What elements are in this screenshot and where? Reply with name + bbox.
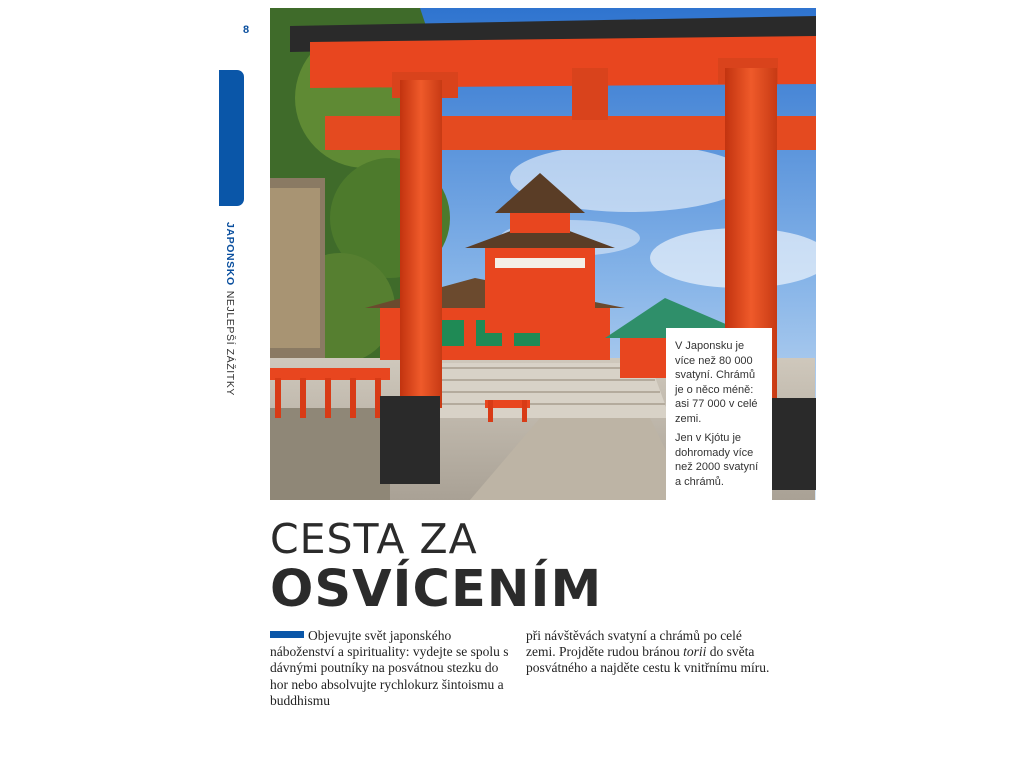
- running-header-section: NEJLEPŠÍ ZÁŽITKY: [224, 290, 236, 397]
- intro-column-1: [270, 628, 516, 709]
- section-tab: [219, 70, 244, 206]
- intro-column-2: [526, 628, 772, 677]
- headline-line-2: OSVÍCENÍM: [270, 560, 603, 619]
- intro-text-2a: při návštěvách svatyní a chrámů po celé zemi. Projděte rudou bránou: [526, 628, 742, 660]
- callout-paragraph-2: Jen v Kjótu je dohromady více než 2000 svatyní a chrámů.: [675, 432, 759, 488]
- running-header-country: JAPONSKO: [224, 222, 236, 286]
- running-header: [224, 222, 236, 396]
- page-number: 8: [243, 24, 250, 36]
- intro-text-1: Objevujte svět japonského náboženství a spirituality: vydejte se spolu s dávnými poutníky na posvátnou stezku do hor nebo absolvujte rychlokurz šintoismu a buddhismu: [270, 628, 509, 708]
- intro-text-torii: torii: [683, 644, 707, 660]
- fact-callout: [666, 328, 772, 500]
- callout-paragraph-1: V Japonsku je více než 80 000 svatyní. Chrámů je o něco méně: asi 77 000 v celé zemi.: [675, 340, 758, 425]
- intro-marker: [270, 631, 304, 638]
- intro-text-2b: do světa posvátného a najděte cestu k vnitřnímu míru.: [526, 644, 770, 676]
- article-headline: [270, 516, 602, 618]
- headline-line-1: CESTA ZA: [270, 515, 478, 563]
